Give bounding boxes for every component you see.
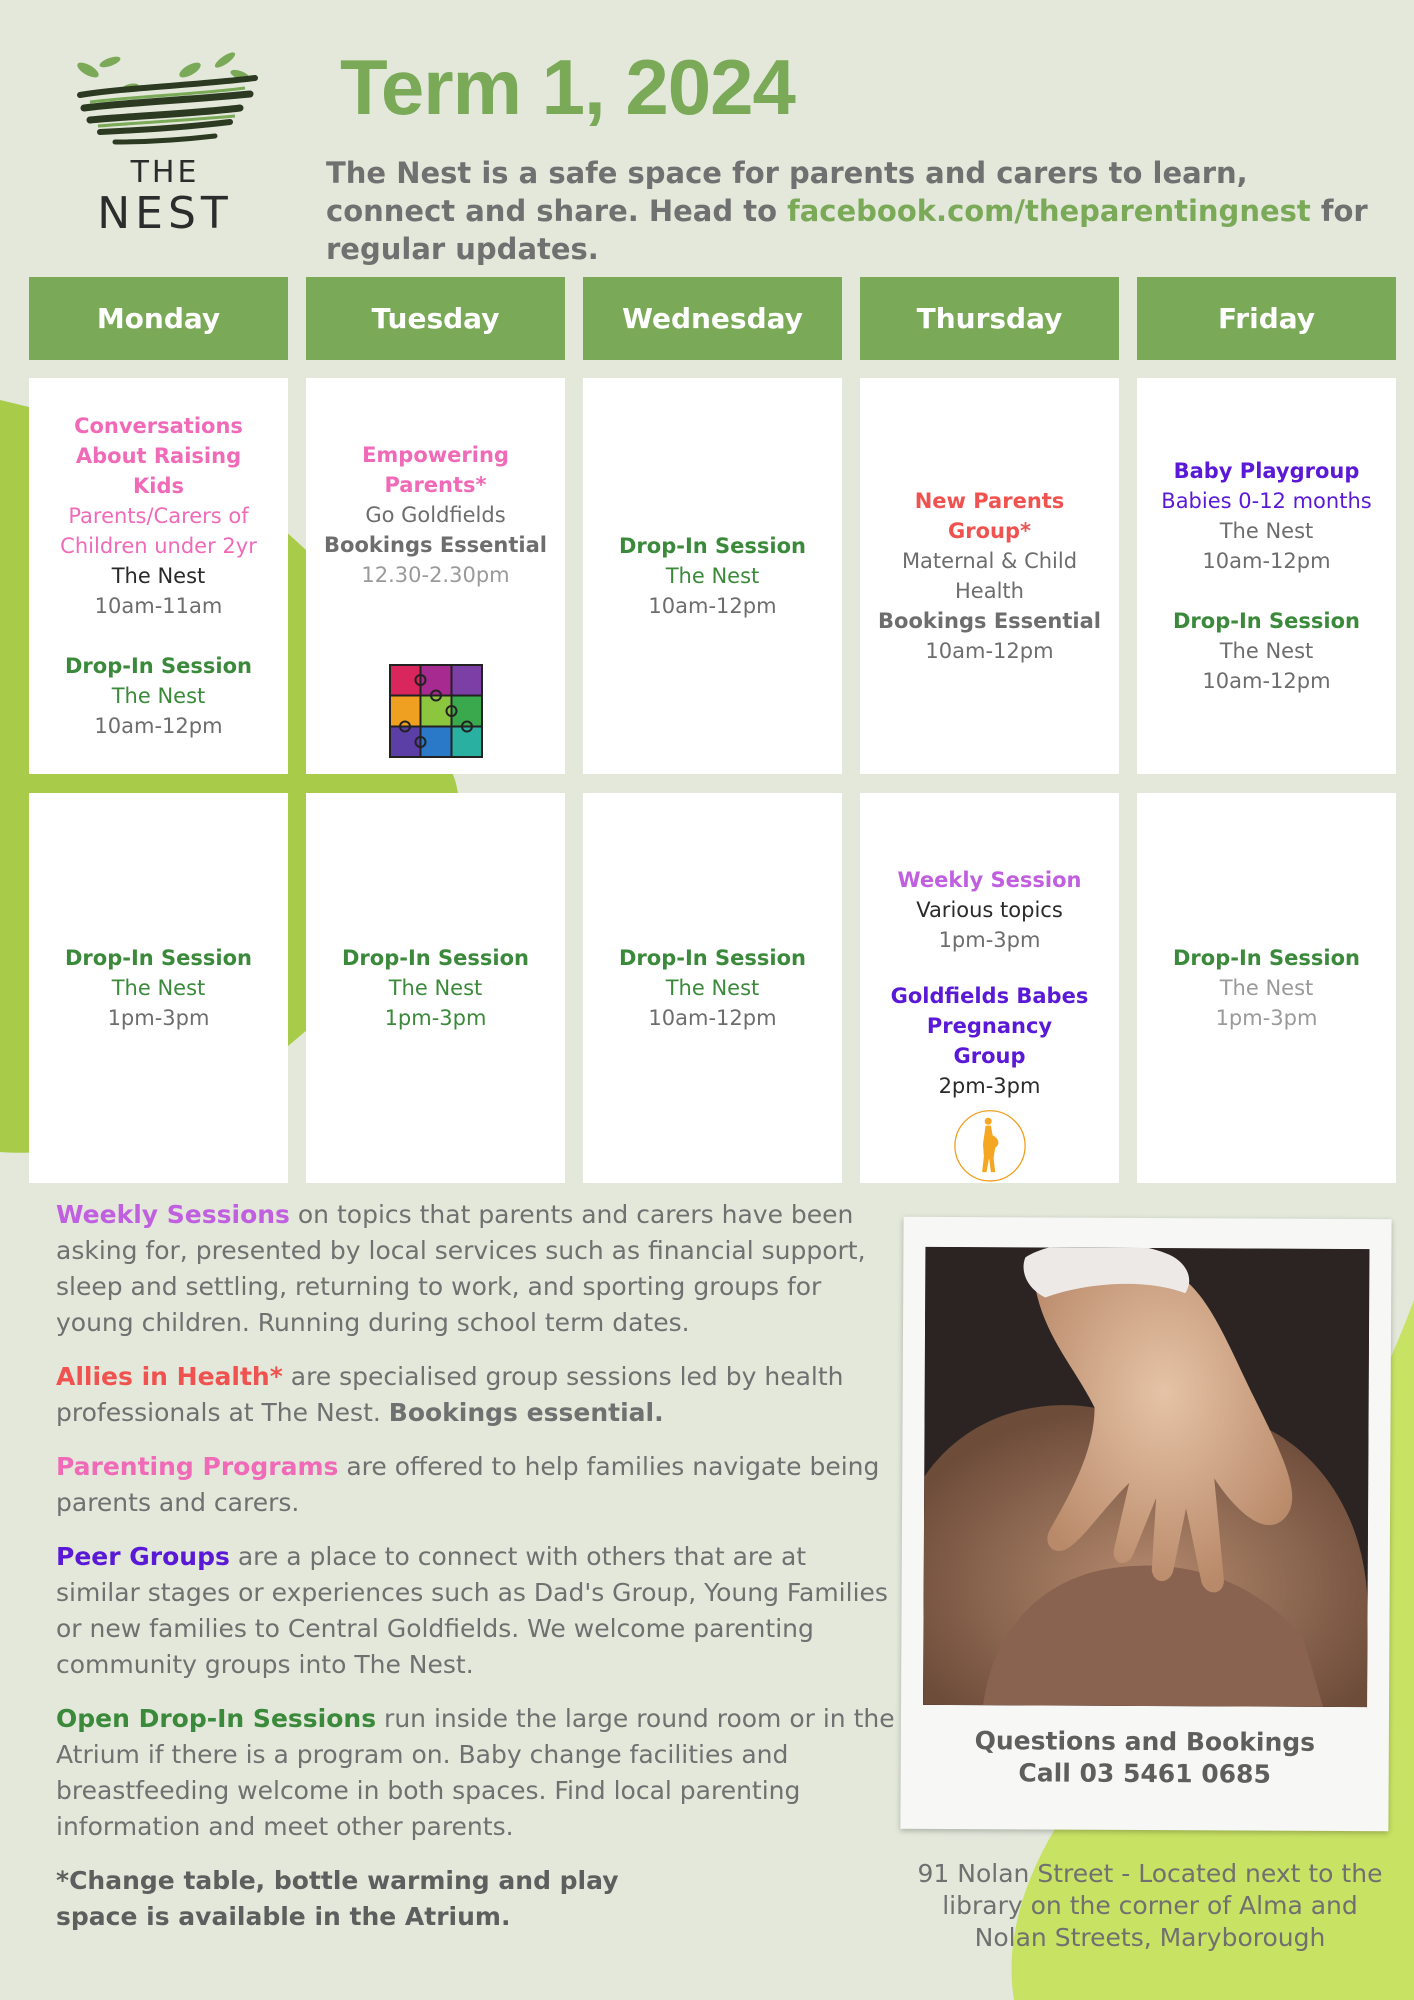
day-header-friday: Friday xyxy=(1137,277,1396,360)
session-location: The Nest xyxy=(665,564,760,588)
peer-groups-text: are a place to connect with others that are at similar stages or experiences such as Dad's Group, Young Families or new families to Central Goldfields. We welcome parenting community groups into The Nest. xyxy=(56,1542,888,1679)
tuesday-afternoon-cell xyxy=(306,793,565,1183)
peer-groups-lead: Peer Groups xyxy=(56,1542,230,1571)
session-location: The Nest xyxy=(1219,519,1314,543)
wednesday-afternoon-cell xyxy=(583,793,842,1183)
session-location: The Nest xyxy=(1219,639,1314,663)
facebook-link[interactable]: facebook.com/theparentingnest xyxy=(787,194,1311,228)
day-header-monday: Monday xyxy=(29,277,288,360)
programs-paragraph xyxy=(56,1449,896,1521)
session-time: 10am-12pm xyxy=(648,1006,777,1030)
friday-afternoon-cell xyxy=(1137,793,1396,1183)
day-header-thursday: Thursday xyxy=(860,277,1119,360)
session-topic: Various topics xyxy=(916,898,1063,922)
session-location: The Nest xyxy=(388,976,483,1000)
logo-text-the: THE xyxy=(130,155,200,190)
session-time: 1pm-3pm xyxy=(938,928,1041,952)
nest-icon xyxy=(70,50,260,160)
drop-in-text: run inside the large round room or in the Atrium if there is a program on. Baby change facilities and breastfeeding welcome in both spaces. Find local parenting information and meet other parents. xyxy=(56,1704,895,1841)
polaroid-frame xyxy=(900,1217,1391,1832)
drop-in-lead: Open Drop-In Sessions xyxy=(56,1704,377,1733)
logo-text-nest: NEST xyxy=(97,188,233,239)
day-header-wednesday: Wednesday xyxy=(583,277,842,360)
page-title: Term 1, 2024 xyxy=(340,43,795,131)
address-text: 91 Nolan Street - Located next to the library on the corner of Alma and Nolan Streets, Maryborough xyxy=(917,1859,1383,1952)
allies-lead: Allies in Health* xyxy=(56,1362,283,1391)
session-time: 1pm-3pm xyxy=(107,1006,210,1030)
session-audience: Parents/Carers of Children under 2yr xyxy=(60,504,257,558)
intro-after: for regular updates. xyxy=(326,194,1368,266)
day-header-tuesday: Tuesday xyxy=(306,277,565,360)
session-title: Baby Playgroup xyxy=(1173,459,1360,483)
session-title: Drop-In Session xyxy=(619,534,806,558)
session-provider: Maternal & Child Health xyxy=(901,549,1078,603)
session-time: 1pm-3pm xyxy=(1215,1006,1318,1030)
allies-paragraph xyxy=(56,1359,896,1431)
pregnancy-icon xyxy=(948,1109,1032,1183)
session-location: The Nest xyxy=(111,564,206,588)
wednesday-morning-cell xyxy=(583,378,842,774)
session-time: 10am-12pm xyxy=(648,594,777,618)
questions-bookings-title: Questions and Bookings xyxy=(974,1726,1316,1757)
programs-lead: Parenting Programs xyxy=(56,1452,339,1481)
session-note: Bookings Essential xyxy=(878,609,1101,633)
phone-number[interactable]: Call 03 5461 0685 xyxy=(1018,1758,1271,1789)
session-provider: Go Goldfields xyxy=(365,503,506,527)
session-title: Drop-In Session xyxy=(65,946,252,970)
session-time: 10am-12pm xyxy=(1202,669,1331,693)
weekly-sessions-text: on topics that parents and carers have been asking for, presented by local services such as financial support, sleep and settling, returning to work, and sporting groups for young children. Running during school term dates. xyxy=(56,1200,866,1337)
session-title: Empowering Parents* xyxy=(362,443,509,497)
session-title: Conversations About Raising Kids xyxy=(74,414,243,498)
drop-in-paragraph xyxy=(56,1701,896,1845)
session-time: 10am-12pm xyxy=(1202,549,1331,573)
programs-text: are offered to help families navigate being parents and carers. xyxy=(56,1452,880,1517)
thursday-morning-cell xyxy=(860,378,1119,774)
session-location: The Nest xyxy=(1219,976,1314,1000)
session-title: Drop-In Session xyxy=(1173,609,1360,633)
session-title: Drop-In Session xyxy=(619,946,806,970)
session-audience: Babies 0-12 months xyxy=(1161,489,1372,513)
intro-text xyxy=(326,154,1386,268)
session-location: The Nest xyxy=(111,976,206,1000)
session-time: 2pm-3pm xyxy=(938,1074,1041,1099)
session-location: The Nest xyxy=(111,684,206,708)
session-time: 10am-11am xyxy=(94,594,223,618)
session-title: Goldfields Babes Pregnancy Group xyxy=(890,984,1089,1069)
the-nest-logo xyxy=(70,50,270,240)
weekly-sessions-paragraph xyxy=(56,1197,896,1341)
weekly-sessions-lead: Weekly Sessions xyxy=(56,1200,290,1229)
session-title: Drop-In Session xyxy=(342,946,529,970)
monday-morning-cell xyxy=(29,378,288,774)
session-title: Drop-In Session xyxy=(65,654,252,678)
atrium-note: *Change table, bottle warming and play space is available in the Atrium. xyxy=(56,1866,619,1931)
puzzle-icon xyxy=(389,664,483,758)
hands-photo xyxy=(923,1247,1369,1707)
session-title: Drop-In Session xyxy=(1173,946,1360,970)
session-time: 10am-12pm xyxy=(94,714,223,738)
intro-before: The Nest is a safe space for parents and carers to learn, connect and share. Head to xyxy=(326,156,1248,228)
session-note: Bookings Essential xyxy=(324,533,547,557)
info-section xyxy=(56,1197,896,1953)
allies-bold: Bookings essential. xyxy=(388,1398,664,1427)
session-time: 1pm-3pm xyxy=(384,1006,487,1030)
thursday-afternoon-cell xyxy=(860,793,1119,1183)
session-time: 10am-12pm xyxy=(925,639,1054,663)
session-location: The Nest xyxy=(665,976,760,1000)
monday-afternoon-cell xyxy=(29,793,288,1183)
session-title: New Parents Group* xyxy=(914,489,1065,543)
peer-groups-paragraph xyxy=(56,1539,896,1683)
questions-bookings xyxy=(901,1725,1389,1792)
session-time: 12.30-2.30pm xyxy=(361,563,510,587)
allies-text: are specialised group sessions led by health professionals at The Nest. xyxy=(56,1362,844,1427)
tuesday-morning-cell xyxy=(306,378,565,774)
friday-morning-cell xyxy=(1137,378,1396,774)
session-title: Weekly Session xyxy=(897,868,1082,892)
